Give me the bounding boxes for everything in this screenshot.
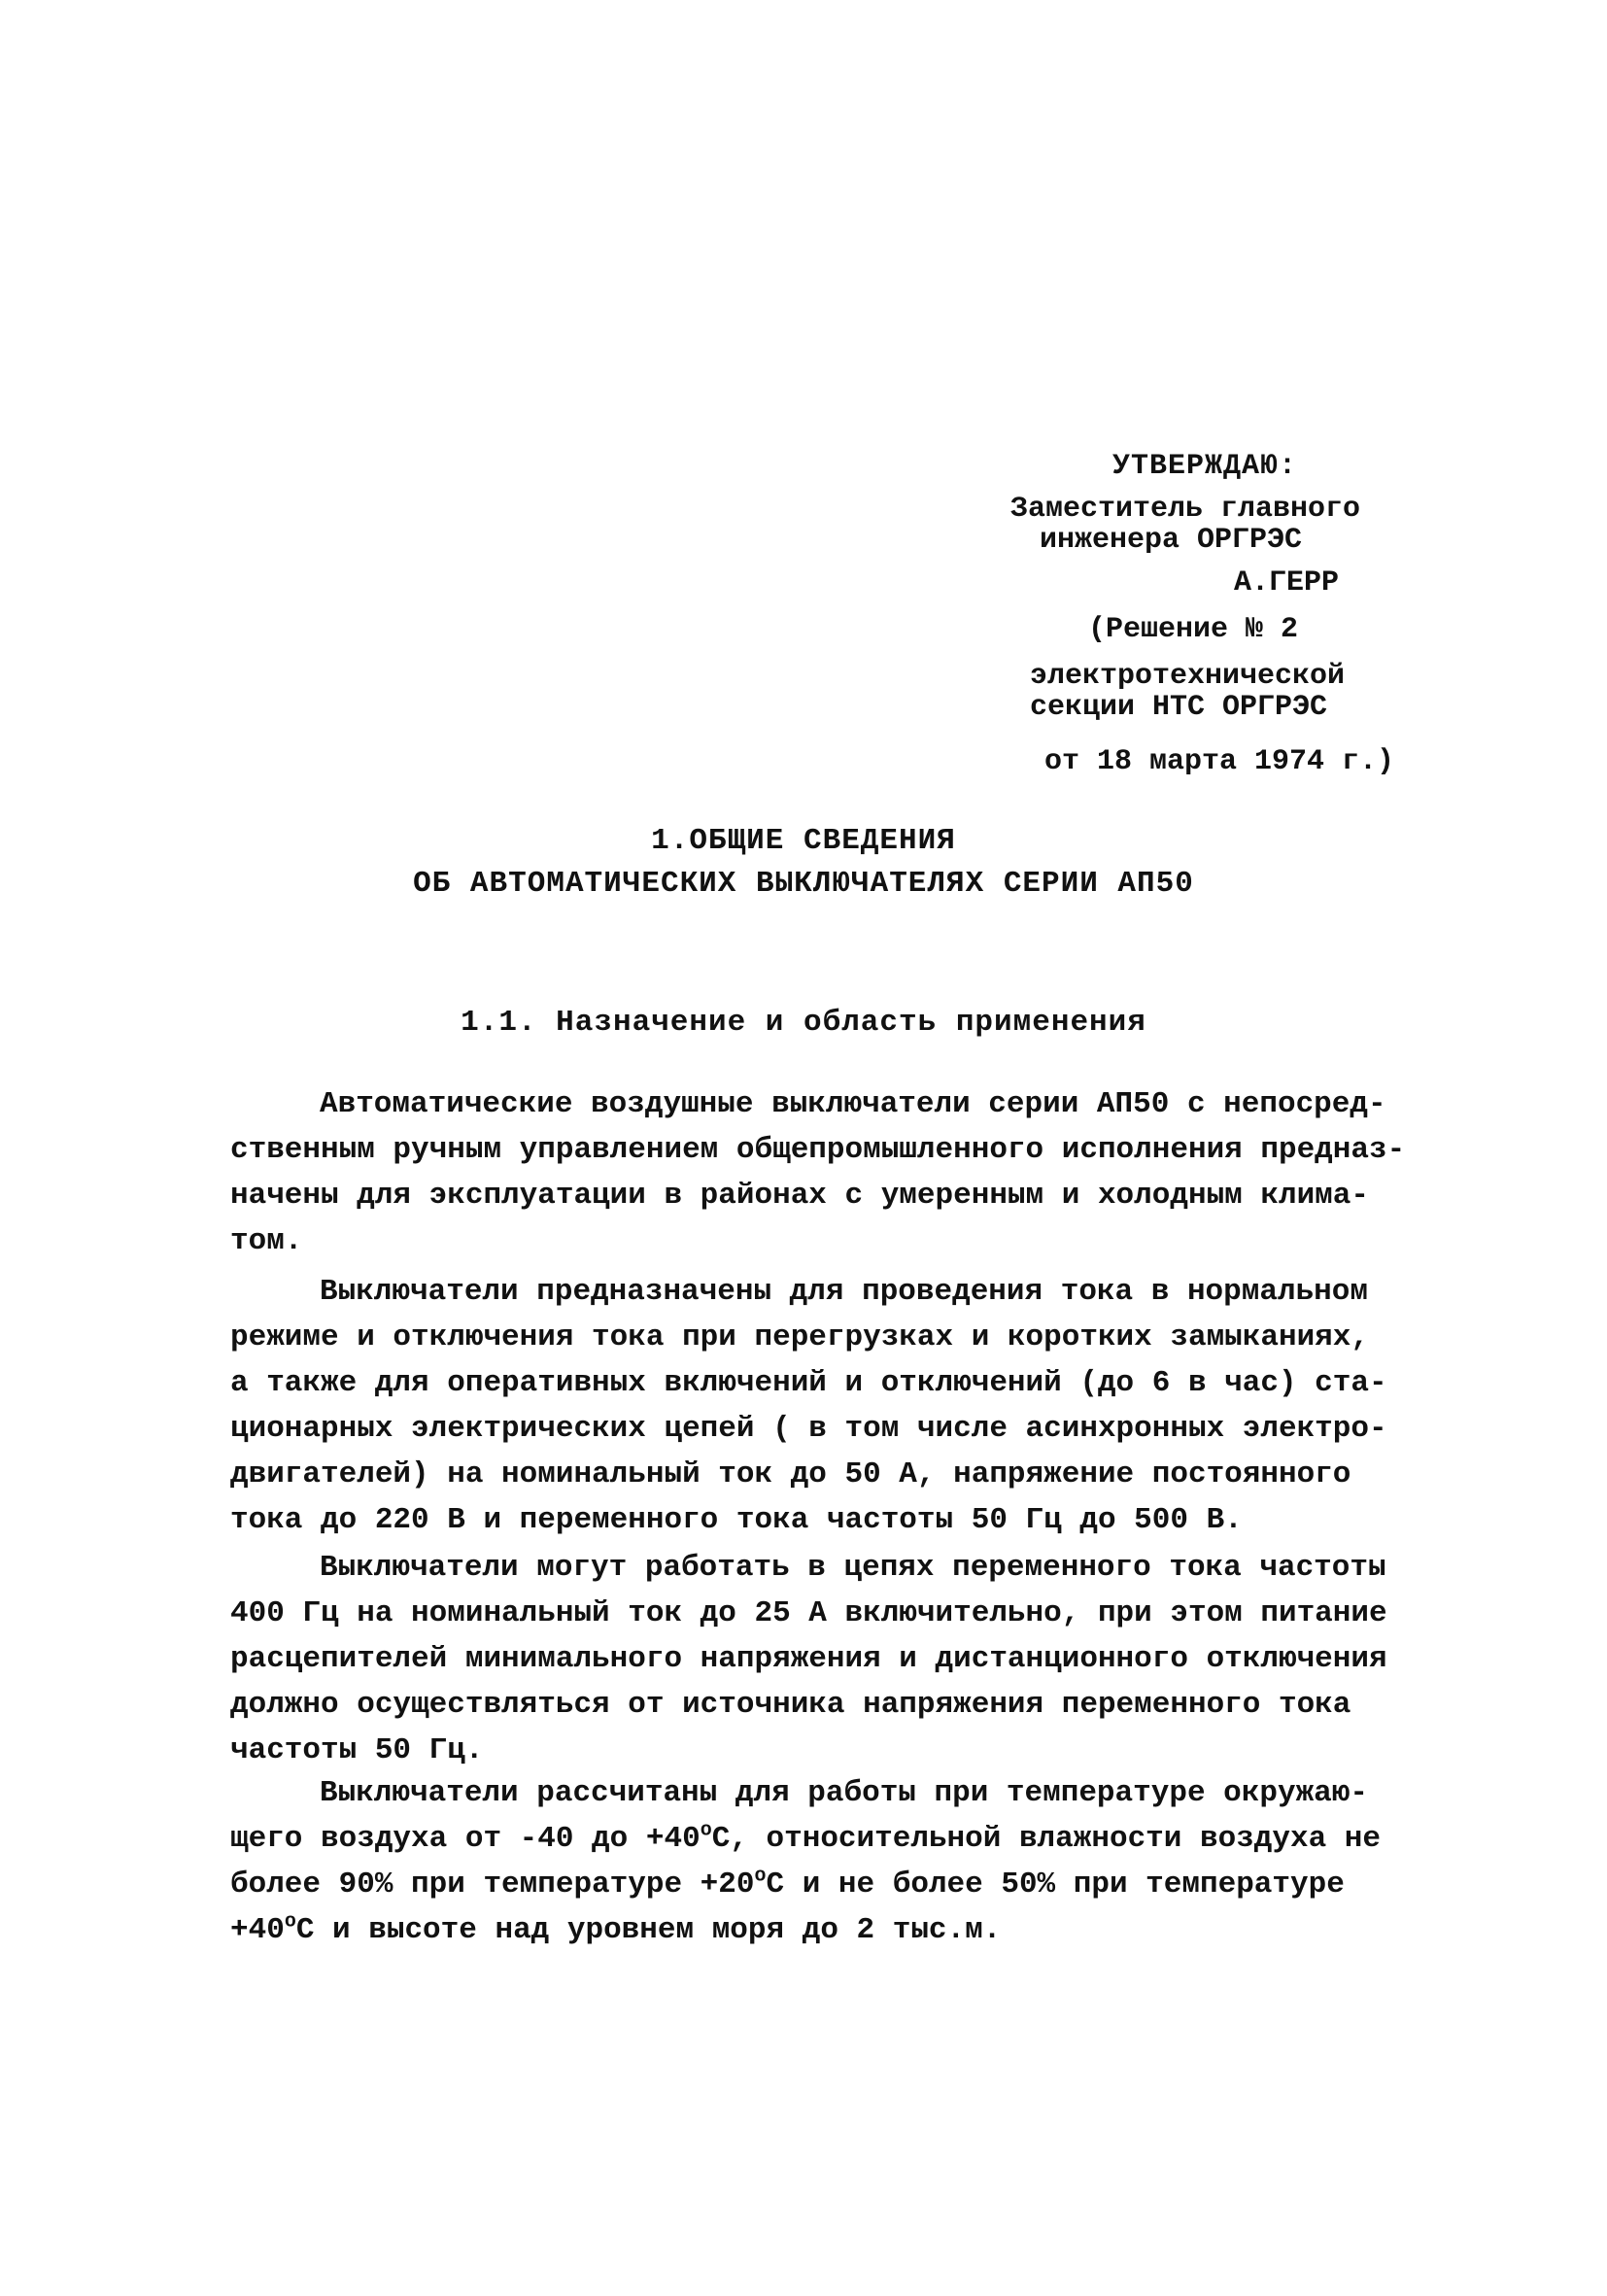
approval-section-line1: электротехнической [1030,660,1346,693]
text-line: Автоматические воздушные выключатели серии АП50 с непосред- [320,1087,1386,1121]
paragraph-conditions [230,1770,1396,1953]
text-fragment: С и высоте над уровнем моря до 2 тыс.м. [295,1913,1002,1947]
text-fragment: С и не более 50% при температуре [766,1868,1345,1902]
text-fragment: С, относительной влажности воздуха не [711,1822,1382,1856]
approval-position-line2: инженера ОРГРЭС [1040,524,1303,557]
text-line: ственным ручным управлением общепромышленного исполнения предназ- [230,1133,1406,1167]
approval-signatory: А.ГЕРР [1234,566,1340,600]
text-line: начены для эксплуатации в районах с умеренным и холодным клима- [230,1179,1369,1213]
text-line: Выключатели предназначены для проведения тока в нормальном [320,1275,1368,1309]
approval-date: от 18 марта 1974 г.) [1044,745,1395,778]
text-line: режиме и отключения тока при перегрузках и коротких замыканиях, [230,1320,1369,1354]
text-line: должно осуществляться от источника напряжения переменного тока [230,1688,1351,1722]
text-fragment: более 90% при температуре +20 [230,1868,755,1902]
text-line: расцепителей минимального напряжения и дистанционного отключения [230,1642,1387,1676]
paragraph-purpose [230,1081,1406,1264]
text-line [230,1862,1396,1907]
degree-mark: о [700,1819,712,1842]
text-line: тока до 220 В и переменного тока частоты 50 Гц до 500 В. [230,1503,1243,1537]
text-fragment: +40 [230,1913,285,1947]
text-line: частоты 50 Гц. [230,1733,484,1767]
text-line: Выключатели могут работать в цепях переменного тока частоты [320,1551,1386,1585]
text-line [230,1816,1396,1862]
degree-mark: о [754,1865,767,1888]
section-title-line2: ОБ АВТОМАТИЧЕСКИХ ВЫКЛЮЧАТЕЛЯХ СЕРИИ АП50 [413,867,1194,901]
approval-title: УТВЕРЖДАЮ: [1112,450,1298,483]
subsection-title: 1.1. Назначение и область применения [461,1006,1146,1040]
text-line: Выключатели рассчитаны для работы при температуре окружаю- [320,1776,1368,1810]
paragraph-frequency [230,1545,1396,1773]
degree-mark: о [284,1910,296,1934]
approval-decision: (Решение № 2 [1088,613,1299,646]
text-line: ционарных электрических цепей ( в том числе асинхронных электро- [230,1412,1387,1446]
paragraph-function [230,1269,1396,1543]
text-line: 400 Гц на номинальный ток до 25 А включительно, при этом питание [230,1596,1387,1630]
text-line: а также для оперативных включений и отключений (до 6 в час) ста- [230,1366,1387,1400]
text-line: том. [230,1224,303,1258]
approval-position-line1: Заместитель главного [1010,493,1361,526]
approval-section-line2: секции НТС ОРГРЭС [1030,691,1328,724]
text-line: двигателей) на номинальный ток до 50 А, напряжение постоянного [230,1457,1351,1491]
text-fragment: щего воздуха от -40 до +40 [230,1822,701,1856]
section-title-line1: 1.ОБЩИЕ СВЕДЕНИЯ [651,824,956,858]
text-line [230,1907,1396,1953]
